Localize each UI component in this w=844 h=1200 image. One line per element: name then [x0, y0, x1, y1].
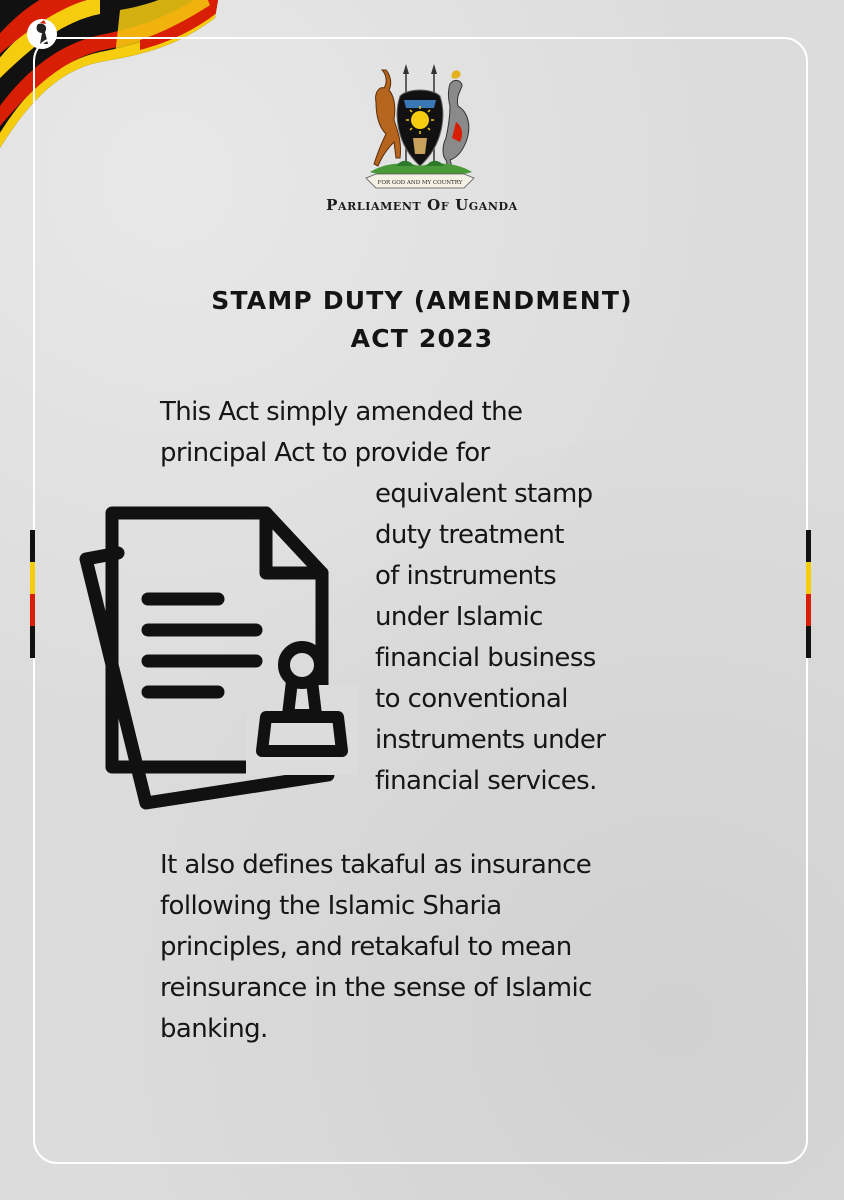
text-line: to conventional — [375, 684, 568, 714]
paragraph-1-continued — [375, 474, 605, 802]
text-line: It also defines takaful as insurance — [160, 850, 592, 880]
text-line: reinsurance in the sense of Islamic — [160, 973, 592, 1003]
title-line-1: STAMP DUTY (AMENDMENT) — [211, 286, 633, 315]
flag-stripe-left — [30, 530, 35, 658]
flag-stripe-right — [806, 530, 811, 658]
text-line: banking. — [160, 1014, 268, 1044]
text-line: principal Act to provide for — [160, 438, 490, 468]
text-line: following the Islamic Sharia — [160, 891, 502, 921]
text-line: equivalent stamp — [375, 479, 593, 509]
page-title — [0, 282, 844, 358]
crest-motto: FOR GOD AND MY COUNTRY — [377, 180, 463, 186]
text-line: financial business — [375, 643, 596, 673]
document-stamp-icon — [78, 505, 358, 815]
text-line: principles, and retakaful to mean — [160, 932, 572, 962]
paragraph-2 — [160, 845, 592, 1050]
text-line: This Act simply amended the — [160, 397, 523, 427]
text-line: under Islamic — [375, 602, 543, 632]
paragraph-1-intro — [160, 392, 522, 474]
title-line-2: ACT 2023 — [350, 324, 494, 353]
text-line: financial services. — [375, 766, 597, 796]
text-line: duty treatment — [375, 520, 564, 550]
coat-of-arms-icon — [356, 62, 484, 194]
organization-name: Parliament Of Uganda — [326, 196, 518, 214]
text-line: instruments under — [375, 725, 606, 755]
text-line: of instruments — [375, 561, 557, 591]
